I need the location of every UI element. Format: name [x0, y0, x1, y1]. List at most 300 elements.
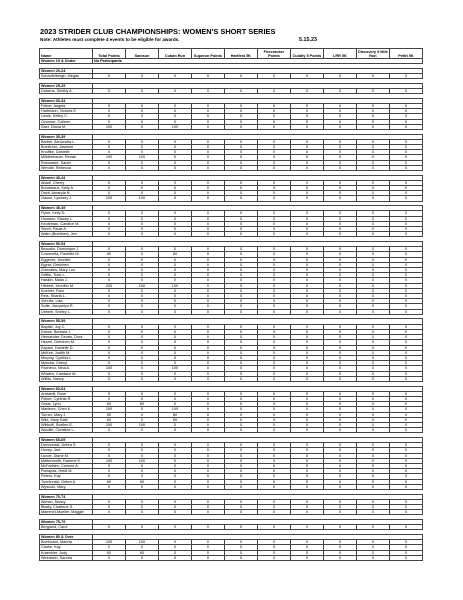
points-cell: 0	[125, 525, 158, 530]
points-cell: 0	[356, 216, 389, 221]
points-cell: 0	[191, 145, 224, 150]
points-cell: 100	[125, 155, 158, 160]
points-cell: 0	[158, 262, 191, 267]
points-cell: 0	[257, 165, 290, 170]
points-cell: 0	[125, 191, 158, 196]
points-cell: 0	[224, 443, 257, 448]
points-cell: 0	[356, 550, 389, 555]
points-cell: 0	[93, 469, 126, 474]
points-cell: 0	[323, 504, 356, 509]
points-cell: 0	[389, 186, 422, 191]
points-cell: 0	[191, 355, 224, 360]
points-cell: 0	[158, 114, 191, 119]
points-cell: 0	[191, 525, 224, 530]
points-cell: 0	[257, 257, 290, 262]
athlete-name: Pacheco, Nina A.	[40, 366, 93, 371]
age-group-label: Women 80 & Over	[40, 534, 93, 539]
points-cell: 0	[290, 278, 323, 283]
athlete-name: Boehlcam, Mareta	[40, 540, 93, 545]
points-cell: 0	[356, 428, 389, 433]
points-cell: 0	[93, 104, 126, 109]
points-cell: 0	[323, 391, 356, 396]
points-cell: 0	[356, 366, 389, 371]
points-cell: 0	[125, 412, 158, 417]
points-cell: 0	[224, 211, 257, 216]
points-cell: 0	[323, 150, 356, 155]
points-cell: 0	[389, 458, 422, 463]
points-cell: 0	[323, 474, 356, 479]
points-cell: 0	[356, 484, 389, 489]
points-cell: 0	[158, 355, 191, 360]
points-cell: 0	[158, 484, 191, 489]
points-cell: 0	[323, 540, 356, 545]
points-cell: 0	[224, 371, 257, 376]
points-cell: 0	[125, 247, 158, 252]
points-cell: 0	[290, 340, 323, 345]
points-cell: 0	[389, 324, 422, 329]
points-cell: 0	[224, 216, 257, 221]
points-cell: 0	[125, 150, 158, 155]
page-title: 2023 STRIDER CLUB CHAMPIONSHIPS: WOMEN'S SHORT SERIES	[40, 27, 276, 36]
athlete-name: Koehler, Pam	[40, 288, 93, 293]
points-cell: 0	[389, 294, 422, 299]
points-cell: 0	[290, 114, 323, 119]
points-cell: 0	[356, 74, 389, 79]
points-cell: 0	[389, 278, 422, 283]
points-cell: 60	[158, 417, 191, 422]
points-cell: 0	[389, 422, 422, 427]
athlete-name: Rosowske, Sarah	[40, 160, 93, 165]
points-cell: 0	[257, 474, 290, 479]
points-cell: 0	[290, 257, 323, 262]
points-cell: 0	[323, 484, 356, 489]
points-cell: 0	[257, 150, 290, 155]
points-cell: 0	[356, 545, 389, 550]
points-cell: 0	[323, 396, 356, 401]
points-cell: 0	[158, 186, 191, 191]
points-cell: 0	[224, 428, 257, 433]
points-cell: 0	[191, 329, 224, 334]
points-cell: 200	[93, 283, 126, 288]
points-cell: 0	[125, 74, 158, 79]
points-cell: 0	[290, 180, 323, 185]
points-cell: 0	[158, 196, 191, 201]
points-cell: 0	[290, 484, 323, 489]
points-cell: 0	[158, 299, 191, 304]
athlete-name: Drews, Barbara J.	[40, 329, 93, 334]
points-cell: 0	[257, 396, 290, 401]
points-cell: 0	[290, 391, 323, 396]
points-cell: 0	[125, 216, 158, 221]
age-group-label: Women 75-79	[40, 519, 93, 524]
points-cell: 60	[125, 402, 158, 407]
points-cell: 0	[356, 453, 389, 458]
points-cell: 0	[158, 309, 191, 314]
points-cell: 0	[356, 469, 389, 474]
points-cell: 0	[323, 361, 356, 366]
points-cell: 0	[356, 186, 389, 191]
points-cell: 0	[356, 350, 389, 355]
points-cell: 0	[323, 211, 356, 216]
points-cell: 0	[125, 257, 158, 262]
points-cell: 0	[389, 299, 422, 304]
points-cell: 0	[158, 329, 191, 334]
points-cell: 0	[125, 294, 158, 299]
points-cell: 0	[125, 396, 158, 401]
column-header: Cuban Run	[158, 49, 191, 59]
points-cell: 0	[224, 124, 257, 129]
group-note: No Participants	[93, 59, 423, 64]
points-cell: 60	[158, 412, 191, 417]
points-cell: 0	[93, 216, 126, 221]
points-cell: 0	[389, 180, 422, 185]
points-cell: 0	[191, 376, 224, 381]
points-cell: 0	[93, 180, 126, 185]
athlete-name: Martinez, Cheri K.	[40, 407, 93, 412]
points-cell: 60	[93, 252, 126, 257]
points-cell: 0	[290, 329, 323, 334]
points-cell: 0	[191, 371, 224, 376]
points-cell: 0	[93, 278, 126, 283]
athlete-name: Sofie, Jacquelyn R.	[40, 304, 93, 309]
points-cell: 0	[191, 211, 224, 216]
points-cell: 0	[257, 160, 290, 165]
points-cell: 0	[191, 417, 224, 422]
points-cell: 0	[257, 74, 290, 79]
points-cell: 0	[356, 412, 389, 417]
points-cell: 0	[323, 119, 356, 124]
points-cell: 0	[224, 361, 257, 366]
points-cell: 0	[125, 232, 158, 237]
points-cell: 0	[290, 196, 323, 201]
athlete-name: Blasty, Charlene S.	[40, 504, 93, 509]
points-cell: 0	[93, 371, 126, 376]
points-cell: 0	[389, 499, 422, 504]
points-cell: 0	[191, 396, 224, 401]
points-cell: 0	[323, 345, 356, 350]
points-cell: 0	[158, 402, 191, 407]
points-cell: 0	[389, 428, 422, 433]
points-cell: 0	[93, 232, 126, 237]
points-cell: 0	[224, 221, 257, 226]
athlete-name: Wittkoff, Suellen E.	[40, 422, 93, 427]
points-cell: 0	[290, 268, 323, 273]
points-cell: 0	[191, 139, 224, 144]
points-cell: 0	[93, 448, 126, 453]
points-cell: 0	[389, 216, 422, 221]
points-cell: 0	[125, 124, 158, 129]
points-cell: 0	[389, 196, 422, 201]
athlete-name: Myszka, Cheryl	[40, 361, 93, 366]
points-cell: 0	[257, 376, 290, 381]
points-cell: 0	[356, 504, 389, 509]
athlete-name: Herzel, Gretchen M.	[40, 340, 93, 345]
points-cell: 0	[290, 304, 323, 309]
points-cell: 0	[389, 376, 422, 381]
points-cell: 0	[224, 119, 257, 124]
points-cell: 0	[125, 268, 158, 273]
points-cell: 0	[257, 555, 290, 560]
points-cell: 0	[323, 165, 356, 170]
points-cell: 0	[356, 376, 389, 381]
points-cell: 0	[224, 335, 257, 340]
points-cell: 0	[191, 484, 224, 489]
points-cell: 0	[290, 273, 323, 278]
points-cell: 0	[290, 366, 323, 371]
points-cell: 0	[323, 479, 356, 484]
points-cell: 60	[93, 417, 126, 422]
points-cell: 0	[290, 443, 323, 448]
age-group-label: Women 30-34	[40, 98, 93, 103]
athlete-name: Arnstedt, Rose	[40, 391, 93, 396]
points-cell: 0	[191, 304, 224, 309]
points-cell: 0	[224, 407, 257, 412]
points-cell: 0	[257, 391, 290, 396]
athlete-name: Lewis, Kelley C.	[40, 114, 93, 119]
points-cell: 0	[191, 196, 224, 201]
points-cell: 0	[356, 361, 389, 366]
points-cell: 0	[224, 469, 257, 474]
points-cell: 0	[356, 422, 389, 427]
points-cell: 0	[389, 453, 422, 458]
points-cell: 0	[290, 469, 323, 474]
points-cell: 0	[224, 474, 257, 479]
points-cell: 0	[323, 376, 356, 381]
points-cell: 0	[290, 448, 323, 453]
header-row	[40, 49, 423, 59]
points-cell: 0	[93, 114, 126, 119]
points-cell: 0	[224, 283, 257, 288]
points-cell: 0	[257, 499, 290, 504]
points-cell: 0	[290, 407, 323, 412]
points-cell: 100	[93, 458, 126, 463]
athlete-name: Reis, Sharla L.	[40, 294, 93, 299]
points-cell: 0	[290, 155, 323, 160]
points-cell: 0	[257, 294, 290, 299]
points-cell: 0	[323, 428, 356, 433]
points-cell: 0	[93, 350, 126, 355]
points-cell: 0	[290, 252, 323, 257]
points-cell: 0	[125, 273, 158, 278]
points-cell: 0	[191, 268, 224, 273]
points-cell: 0	[389, 555, 422, 560]
points-cell: 0	[125, 555, 158, 560]
points-cell: 0	[356, 448, 389, 453]
points-cell: 0	[191, 443, 224, 448]
points-cell: 0	[125, 499, 158, 504]
points-cell: 0	[356, 463, 389, 468]
points-cell: 0	[323, 443, 356, 448]
athlete-name: Hartmann, Victoria E.	[40, 109, 93, 114]
points-cell: 0	[389, 540, 422, 545]
points-cell: 0	[93, 227, 126, 232]
points-cell: 0	[290, 555, 323, 560]
points-cell: 0	[191, 463, 224, 468]
points-cell: 0	[93, 329, 126, 334]
points-cell: 0	[125, 463, 158, 468]
points-cell: 0	[290, 510, 323, 515]
points-cell: 0	[191, 262, 224, 267]
points-cell: 100	[125, 458, 158, 463]
points-cell: 0	[125, 350, 158, 355]
points-cell: 0	[389, 479, 422, 484]
points-cell: 0	[191, 155, 224, 160]
age-group-label: Women 19 & Under	[40, 59, 93, 64]
column-header: Cuddly 5 Points	[290, 49, 323, 59]
athlete-name: Griffin, Traci L.	[40, 273, 93, 278]
points-cell: 0	[191, 89, 224, 94]
points-cell: 0	[93, 150, 126, 155]
results-table	[39, 48, 423, 561]
points-cell: 0	[257, 484, 290, 489]
points-cell: 0	[125, 469, 158, 474]
points-cell: 0	[290, 216, 323, 221]
points-cell: 60	[158, 252, 191, 257]
points-cell: 0	[125, 340, 158, 345]
points-cell: 0	[93, 89, 126, 94]
points-cell: 0	[224, 227, 257, 232]
points-cell: 0	[323, 335, 356, 340]
points-cell: 0	[389, 474, 422, 479]
athlete-name: Woollie, Christine L.	[40, 428, 93, 433]
points-cell: 0	[191, 469, 224, 474]
points-cell: 0	[191, 540, 224, 545]
points-cell: 0	[224, 350, 257, 355]
points-cell: 0	[125, 262, 158, 267]
points-cell: 0	[191, 448, 224, 453]
points-cell: 100	[125, 196, 158, 201]
points-cell: 0	[323, 324, 356, 329]
points-cell: 0	[323, 555, 356, 560]
points-cell: 0	[290, 211, 323, 216]
points-cell: 0	[93, 309, 126, 314]
points-cell: 0	[389, 412, 422, 417]
points-cell: 0	[257, 109, 290, 114]
points-cell: 0	[191, 252, 224, 257]
points-cell: 0	[356, 402, 389, 407]
points-cell: 0	[158, 335, 191, 340]
points-cell: 0	[158, 422, 191, 427]
points-cell: 0	[356, 191, 389, 196]
points-cell: 0	[93, 361, 126, 366]
points-cell: 0	[257, 479, 290, 484]
points-cell: 0	[93, 257, 126, 262]
points-cell: 0	[389, 407, 422, 412]
points-cell: 60	[93, 550, 126, 555]
points-cell: 0	[257, 335, 290, 340]
points-cell: 0	[191, 114, 224, 119]
points-cell: 0	[93, 499, 126, 504]
points-cell: 0	[191, 124, 224, 129]
athlete-name: Mattenmoth, Darlene K.	[40, 458, 93, 463]
points-cell: 0	[125, 304, 158, 309]
points-cell: 0	[290, 396, 323, 401]
points-cell: 0	[257, 402, 290, 407]
points-cell: 0	[224, 114, 257, 119]
athlete-name: McFadden, Corinne A.	[40, 463, 93, 468]
points-cell: 0	[93, 139, 126, 144]
points-cell: 0	[191, 221, 224, 226]
points-cell: 0	[257, 469, 290, 474]
points-cell: 0	[158, 273, 191, 278]
points-cell: 0	[323, 283, 356, 288]
athlete-name: Clarke, Kay	[40, 545, 93, 550]
column-header: Hartfest 5K	[224, 49, 257, 59]
points-cell: 0	[191, 180, 224, 185]
points-cell: 0	[389, 396, 422, 401]
points-cell: 0	[224, 324, 257, 329]
points-cell: 0	[257, 366, 290, 371]
points-cell: 0	[125, 510, 158, 515]
athlete-name: Flynn, Kelly D.	[40, 211, 93, 216]
points-cell: 0	[224, 550, 257, 555]
points-cell: 0	[290, 139, 323, 144]
athlete-name: Dickens, Shelby A.	[40, 89, 93, 94]
points-cell: 0	[191, 479, 224, 484]
report-date: 5.15.23	[299, 37, 317, 43]
age-group-label: Women 60-64	[40, 386, 93, 391]
points-cell: 0	[290, 335, 323, 340]
points-cell: 0	[257, 428, 290, 433]
points-cell: 0	[224, 74, 257, 79]
points-cell: 60	[93, 412, 126, 417]
points-cell: 0	[290, 453, 323, 458]
points-cell: 0	[257, 104, 290, 109]
points-cell: 0	[93, 428, 126, 433]
points-cell: 0	[158, 469, 191, 474]
points-cell: 0	[323, 458, 356, 463]
points-cell: 0	[93, 355, 126, 360]
points-cell: 0	[93, 74, 126, 79]
points-cell: 0	[290, 89, 323, 94]
points-cell: 0	[158, 324, 191, 329]
points-cell: 0	[323, 350, 356, 355]
points-cell: 0	[158, 160, 191, 165]
points-cell: 0	[323, 180, 356, 185]
age-group-label: Women 20-24	[40, 68, 93, 73]
points-cell: 100	[93, 540, 126, 545]
points-cell: 0	[158, 361, 191, 366]
athlete-name: Wendle, Rebecca	[40, 165, 93, 170]
points-cell: 0	[257, 299, 290, 304]
athlete-name: Bergland, Carol	[40, 525, 93, 530]
points-cell: 0	[290, 288, 323, 293]
points-cell: 0	[125, 484, 158, 489]
points-cell: 0	[158, 510, 191, 515]
points-cell: 0	[290, 119, 323, 124]
points-cell: 0	[290, 540, 323, 545]
points-cell: 100	[158, 366, 191, 371]
points-cell: 0	[158, 474, 191, 479]
points-cell: 0	[191, 412, 224, 417]
points-cell: 0	[191, 453, 224, 458]
points-cell: 0	[356, 114, 389, 119]
points-cell: 0	[125, 376, 158, 381]
points-cell: 0	[389, 191, 422, 196]
points-cell: 0	[323, 294, 356, 299]
points-cell: 0	[257, 510, 290, 515]
points-cell: 0	[290, 165, 323, 170]
points-cell: 0	[257, 545, 290, 550]
column-header: Superun Points	[191, 49, 224, 59]
points-cell: 0	[158, 216, 191, 221]
points-cell: 0	[323, 278, 356, 283]
points-cell: 0	[224, 191, 257, 196]
points-cell: 0	[323, 545, 356, 550]
points-cell: 0	[257, 361, 290, 366]
points-cell: 0	[290, 355, 323, 360]
points-cell: 0	[93, 262, 126, 267]
